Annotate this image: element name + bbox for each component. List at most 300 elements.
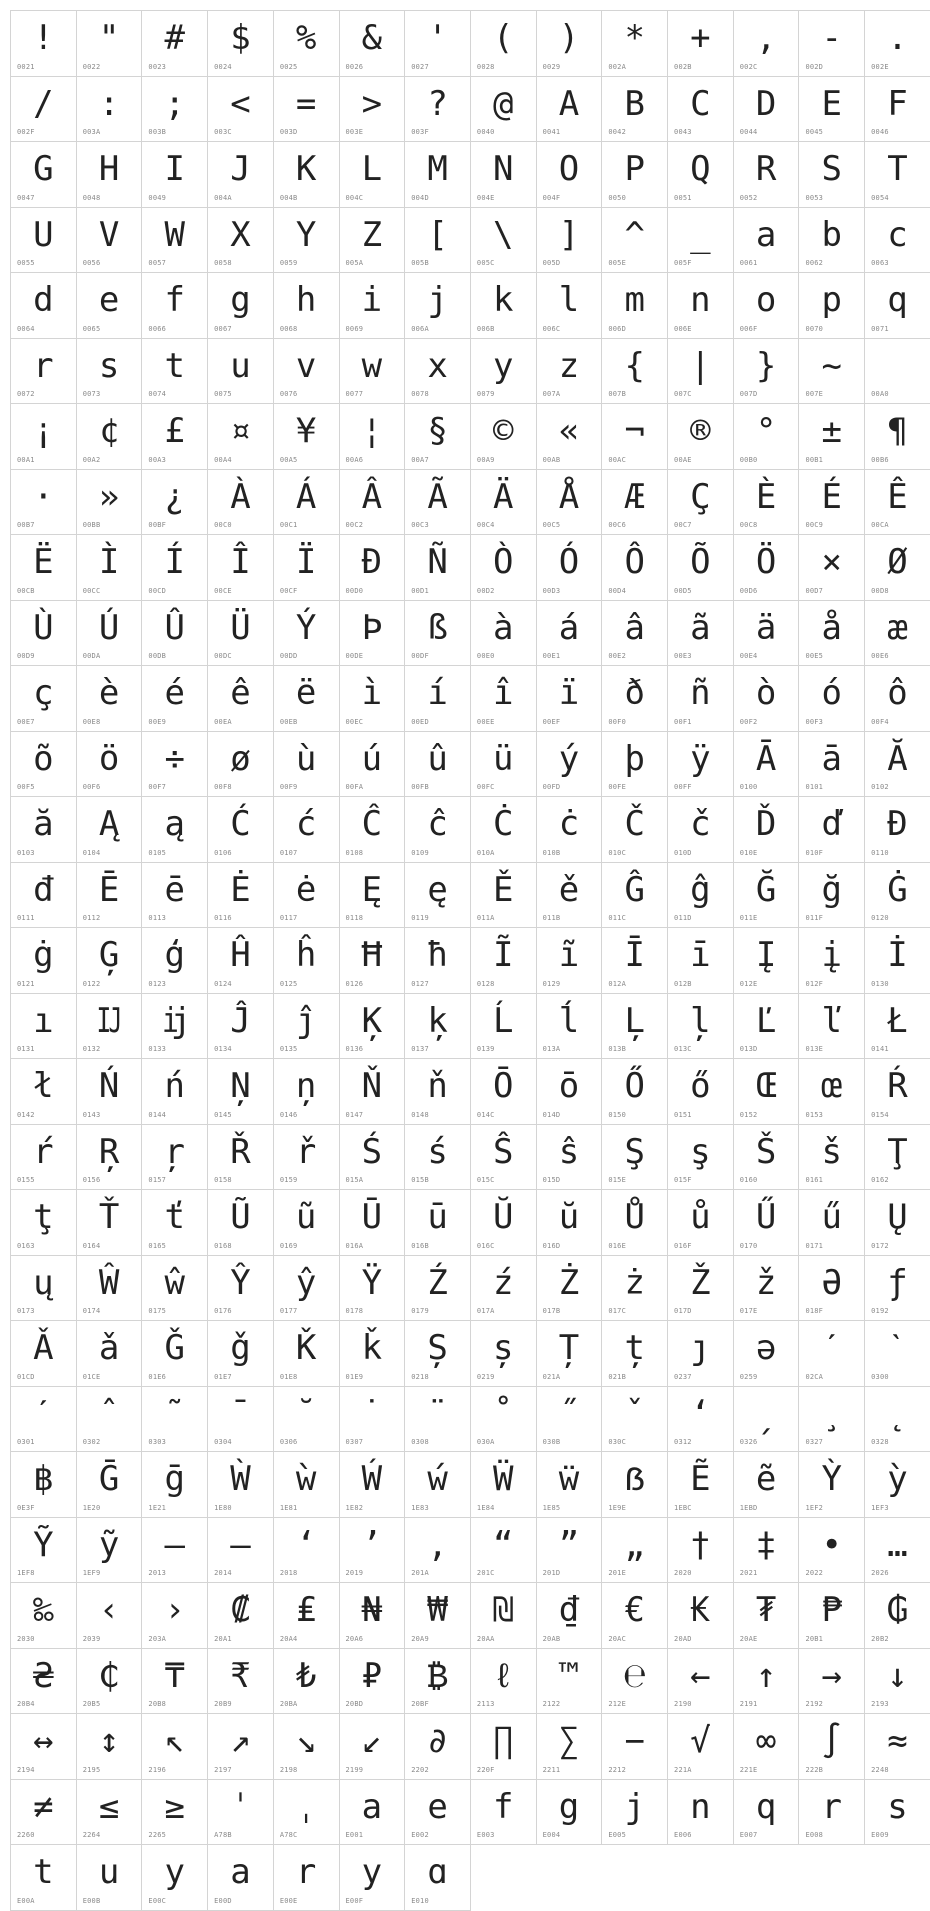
glyph-codepoint: 015A bbox=[345, 1176, 364, 1184]
glyph-cell bbox=[865, 994, 930, 1060]
glyph-char: È bbox=[755, 476, 777, 517]
glyph-char: z bbox=[558, 345, 580, 386]
glyph-char: & bbox=[361, 18, 383, 58]
glyph-codepoint: 2248 bbox=[871, 1765, 889, 1774]
glyph-codepoint: E00F bbox=[345, 1896, 364, 1905]
glyph-codepoint: 0103 bbox=[17, 848, 35, 857]
glyph-cell bbox=[537, 732, 603, 798]
glyph-codepoint: 20A6 bbox=[345, 1634, 364, 1643]
glyph-cell bbox=[734, 928, 800, 994]
glyph-char: ŗ bbox=[164, 1131, 185, 1172]
glyph-codepoint: 00F0 bbox=[608, 717, 626, 726]
glyph-cell bbox=[602, 1583, 668, 1649]
glyph-codepoint: 003E bbox=[345, 128, 364, 136]
glyph-cell bbox=[208, 1649, 274, 1715]
glyph-cell bbox=[405, 1780, 471, 1846]
glyph-char: ˊ bbox=[821, 1328, 842, 1368]
glyph-codepoint: 00E1 bbox=[542, 652, 561, 660]
glyph-codepoint: 01E7 bbox=[214, 1372, 232, 1381]
glyph-cell bbox=[11, 994, 77, 1060]
glyph-codepoint: 0052 bbox=[739, 193, 758, 202]
glyph-cell bbox=[208, 1518, 274, 1584]
glyph-codepoint: E008 bbox=[805, 1831, 824, 1839]
glyph-char: g bbox=[230, 280, 251, 320]
glyph-codepoint: 1E85 bbox=[542, 1503, 561, 1512]
glyph-codepoint: 00B1 bbox=[805, 455, 824, 464]
glyph-cell bbox=[471, 1125, 537, 1191]
glyph-cell bbox=[734, 273, 800, 339]
glyph-codepoint: 1EBD bbox=[739, 1503, 758, 1512]
glyph-cell bbox=[340, 797, 406, 863]
glyph-codepoint: 0151 bbox=[674, 1110, 692, 1119]
glyph-codepoint: 00FB bbox=[411, 783, 429, 791]
glyph-codepoint: 20A1 bbox=[214, 1634, 232, 1643]
glyph-codepoint: 004F bbox=[542, 193, 561, 202]
glyph-cell bbox=[799, 994, 865, 1060]
glyph-codepoint: 20B5 bbox=[82, 1700, 101, 1708]
glyph-char: M bbox=[427, 149, 448, 189]
glyph-char: Á bbox=[295, 476, 317, 517]
glyph-codepoint: 0142 bbox=[17, 1110, 35, 1119]
glyph-cell bbox=[11, 1125, 77, 1191]
glyph-cell bbox=[77, 1190, 143, 1256]
glyph-cell bbox=[340, 1452, 406, 1518]
glyph-cell bbox=[734, 994, 800, 1060]
glyph-codepoint: 20BF bbox=[411, 1700, 429, 1708]
glyph-cell bbox=[537, 1125, 603, 1191]
glyph-codepoint: 20AE bbox=[739, 1634, 758, 1643]
glyph-cell bbox=[799, 666, 865, 732]
glyph-char: Ț bbox=[558, 1328, 580, 1368]
glyph-codepoint: 0055 bbox=[17, 259, 35, 267]
glyph-cell bbox=[668, 928, 734, 994]
glyph-codepoint: 012A bbox=[608, 979, 626, 988]
glyph-char: ± bbox=[821, 411, 843, 451]
glyph-char: ? bbox=[427, 83, 448, 124]
glyph-char: Ř bbox=[230, 1131, 251, 1172]
glyph-codepoint: 005A bbox=[345, 259, 364, 267]
glyph-codepoint: 0162 bbox=[871, 1176, 889, 1184]
glyph-codepoint: 1EF2 bbox=[805, 1503, 824, 1512]
glyph-cell bbox=[142, 863, 208, 929]
glyph-char: : bbox=[98, 83, 120, 124]
glyph-char: ĵ bbox=[295, 1000, 317, 1041]
glyph-cell bbox=[208, 666, 274, 732]
glyph-cell bbox=[77, 273, 143, 339]
glyph-codepoint: 20B4 bbox=[17, 1700, 35, 1708]
glyph-char: Ĝ bbox=[624, 869, 645, 910]
glyph-codepoint: 0113 bbox=[148, 914, 167, 922]
glyph-cell bbox=[602, 1714, 668, 1780]
glyph-codepoint: 00E3 bbox=[674, 652, 692, 660]
glyph-cell bbox=[865, 797, 930, 863]
glyph-codepoint: 002E bbox=[871, 62, 889, 71]
glyph-codepoint: 015C bbox=[476, 1176, 495, 1184]
glyph-codepoint: 0046 bbox=[871, 128, 889, 136]
glyph-char: Ù bbox=[33, 607, 54, 648]
glyph-codepoint: A78B bbox=[214, 1831, 232, 1839]
glyph-codepoint: 00FD bbox=[542, 783, 561, 791]
glyph-char: Ë bbox=[33, 542, 54, 582]
glyph-char: Ħ bbox=[361, 935, 383, 975]
glyph-codepoint: 00F9 bbox=[279, 783, 298, 791]
glyph-char: “ bbox=[493, 1524, 514, 1565]
glyph-cell bbox=[537, 1518, 603, 1584]
glyph-codepoint: 00A4 bbox=[214, 455, 232, 464]
glyph-codepoint: 1EF3 bbox=[871, 1503, 889, 1512]
glyph-codepoint: 002C bbox=[739, 62, 758, 71]
glyph-codepoint: 0160 bbox=[739, 1176, 758, 1184]
glyph-char: ś bbox=[427, 1131, 448, 1172]
glyph-cell bbox=[208, 732, 274, 798]
glyph-char: Î bbox=[230, 542, 251, 582]
glyph-char: ₽ bbox=[361, 1655, 383, 1696]
glyph-char: b bbox=[821, 214, 843, 255]
glyph-cell bbox=[602, 1780, 668, 1846]
glyph-codepoint: 016B bbox=[411, 1241, 429, 1250]
glyph-codepoint: 1E21 bbox=[148, 1503, 167, 1512]
glyph-char: * bbox=[624, 18, 645, 58]
glyph-char: ] bbox=[558, 214, 580, 255]
glyph-codepoint: 1EBC bbox=[674, 1503, 692, 1512]
glyph-codepoint: 00C7 bbox=[674, 521, 692, 529]
glyph-char: ű bbox=[821, 1197, 843, 1237]
glyph-cell bbox=[668, 666, 734, 732]
glyph-char: e bbox=[98, 280, 120, 320]
glyph-codepoint: 1E80 bbox=[214, 1503, 232, 1512]
glyph-char: ʻ bbox=[690, 1393, 711, 1434]
glyph-codepoint: E006 bbox=[674, 1831, 692, 1839]
glyph-codepoint: 00F5 bbox=[17, 783, 35, 791]
glyph-codepoint: 00A3 bbox=[148, 455, 167, 464]
glyph-cell bbox=[340, 404, 406, 470]
glyph-char: s bbox=[887, 1786, 908, 1827]
glyph-codepoint: 003F bbox=[411, 128, 429, 136]
glyph-codepoint: 01CD bbox=[17, 1372, 35, 1381]
glyph-codepoint: 0161 bbox=[805, 1176, 824, 1184]
glyph-cell bbox=[274, 666, 340, 732]
glyph-codepoint: 0056 bbox=[82, 259, 101, 267]
glyph-cell bbox=[537, 208, 603, 274]
glyph-char: ç bbox=[33, 673, 54, 713]
glyph-codepoint: 0326 bbox=[739, 1438, 758, 1446]
glyph-codepoint: 002F bbox=[17, 128, 35, 136]
glyph-char: ‰ bbox=[33, 1590, 54, 1630]
glyph-codepoint: 00C0 bbox=[214, 521, 232, 529]
glyph-cell bbox=[668, 142, 734, 208]
glyph-char: • bbox=[821, 1524, 843, 1565]
glyph-codepoint: 010A bbox=[476, 848, 495, 857]
glyph-cell bbox=[11, 535, 77, 601]
glyph-codepoint: 01E9 bbox=[345, 1372, 364, 1381]
glyph-char: Ö bbox=[755, 542, 777, 582]
glyph-char: … bbox=[887, 1524, 908, 1565]
glyph-char: ˘ bbox=[295, 1393, 317, 1434]
glyph-char: ĝ bbox=[690, 869, 711, 910]
glyph-cell bbox=[668, 601, 734, 667]
glyph-char: ð bbox=[624, 673, 645, 713]
glyph-cell bbox=[340, 142, 406, 208]
glyph-char: Ē bbox=[98, 869, 120, 910]
glyph-char: l bbox=[558, 280, 580, 320]
glyph-char: Ǩ bbox=[295, 1328, 317, 1368]
glyph-cell bbox=[77, 535, 143, 601]
glyph-char: j bbox=[624, 1786, 645, 1827]
glyph-char: ū bbox=[427, 1197, 448, 1237]
glyph-cell bbox=[865, 1059, 930, 1125]
glyph-char: Ẃ bbox=[361, 1459, 383, 1499]
glyph-cell bbox=[77, 1518, 143, 1584]
glyph-cell bbox=[602, 1649, 668, 1715]
glyph-cell bbox=[799, 339, 865, 405]
glyph-char: Ç bbox=[690, 476, 711, 517]
glyph-codepoint: 00D2 bbox=[476, 586, 495, 595]
glyph-cell bbox=[340, 1714, 406, 1780]
glyph-char: Ï bbox=[295, 542, 317, 582]
glyph-char: Ų bbox=[887, 1197, 908, 1237]
glyph-codepoint: E010 bbox=[411, 1896, 429, 1905]
glyph-char: Ỳ bbox=[821, 1459, 843, 1499]
glyph-cell bbox=[11, 863, 77, 929]
glyph-cell bbox=[142, 1649, 208, 1715]
glyph-char: ǎ bbox=[98, 1328, 120, 1368]
glyph-char: ↘ bbox=[295, 1721, 317, 1761]
glyph-codepoint: 0066 bbox=[148, 324, 167, 333]
glyph-cell bbox=[734, 1190, 800, 1256]
glyph-char: o bbox=[755, 280, 777, 320]
glyph-cell bbox=[77, 404, 143, 470]
glyph-char: Ĺ bbox=[493, 1000, 514, 1041]
glyph-cell bbox=[340, 273, 406, 339]
glyph-cell bbox=[471, 1321, 537, 1387]
glyph-cell bbox=[405, 1321, 471, 1387]
glyph-codepoint: 0163 bbox=[17, 1241, 35, 1250]
glyph-codepoint: 0144 bbox=[148, 1110, 167, 1119]
glyph-codepoint: 00FF bbox=[674, 783, 692, 791]
glyph-codepoint: 0070 bbox=[805, 324, 824, 333]
glyph-char: ¨ bbox=[427, 1393, 448, 1434]
glyph-char: ā bbox=[821, 738, 843, 779]
glyph-cell bbox=[405, 1059, 471, 1125]
glyph-cell bbox=[208, 11, 274, 77]
glyph-char: Ḡ bbox=[98, 1459, 120, 1499]
glyph-char: ẁ bbox=[295, 1459, 317, 1499]
glyph-codepoint: E002 bbox=[411, 1831, 429, 1839]
glyph-cell bbox=[77, 797, 143, 863]
glyph-codepoint: 004C bbox=[345, 193, 364, 202]
glyph-cell bbox=[471, 208, 537, 274]
glyph-cell bbox=[668, 1125, 734, 1191]
glyph-char: ≥ bbox=[164, 1786, 185, 1827]
glyph-cell bbox=[865, 339, 930, 405]
glyph-cell bbox=[668, 339, 734, 405]
glyph-char: ų bbox=[33, 1262, 54, 1303]
glyph-cell bbox=[142, 928, 208, 994]
glyph-cell bbox=[405, 732, 471, 798]
glyph-char: — bbox=[230, 1524, 251, 1565]
glyph-char: ← bbox=[690, 1655, 711, 1696]
glyph-codepoint: 0074 bbox=[148, 390, 167, 398]
glyph-cell bbox=[602, 142, 668, 208]
glyph-codepoint: 0109 bbox=[411, 848, 429, 857]
glyph-char: Ỹ bbox=[33, 1524, 54, 1565]
glyph-codepoint: 016E bbox=[608, 1241, 626, 1250]
glyph-char: Z bbox=[361, 214, 383, 255]
glyph-cell bbox=[799, 77, 865, 143]
glyph-cell bbox=[274, 863, 340, 929]
glyph-cell bbox=[405, 1125, 471, 1191]
glyph-char: ź bbox=[493, 1262, 514, 1303]
glyph-char: ˉ bbox=[230, 1393, 251, 1434]
glyph-codepoint: 010D bbox=[674, 848, 692, 857]
glyph-cell bbox=[340, 1059, 406, 1125]
glyph-char: ŕ bbox=[33, 1131, 54, 1172]
glyph-char: « bbox=[558, 411, 580, 451]
glyph-char: s bbox=[98, 345, 120, 386]
glyph-char: √ bbox=[690, 1721, 711, 1761]
glyph-char: $ bbox=[230, 18, 251, 58]
glyph-char: Ć bbox=[230, 804, 251, 844]
glyph-cell bbox=[799, 142, 865, 208]
glyph-cell bbox=[537, 404, 603, 470]
glyph-codepoint: 00EE bbox=[476, 717, 495, 726]
glyph-char: æ bbox=[887, 607, 908, 648]
glyph-char: ¬ bbox=[624, 411, 645, 451]
glyph-cell bbox=[602, 1059, 668, 1125]
glyph-cell bbox=[77, 1649, 143, 1715]
glyph-cell bbox=[799, 1059, 865, 1125]
glyph-codepoint: 0304 bbox=[214, 1438, 232, 1446]
glyph-char: đ bbox=[33, 869, 54, 910]
glyph-cell bbox=[208, 142, 274, 208]
glyph-char: ż bbox=[624, 1262, 645, 1303]
glyph-char: Į bbox=[755, 935, 777, 975]
glyph-cell bbox=[11, 470, 77, 536]
glyph-cell bbox=[537, 1714, 603, 1780]
glyph-codepoint: 014C bbox=[476, 1110, 495, 1119]
glyph-codepoint: 0044 bbox=[739, 128, 758, 136]
glyph-codepoint: 00DE bbox=[345, 652, 364, 660]
glyph-cell bbox=[602, 404, 668, 470]
glyph-codepoint: 00A7 bbox=[411, 455, 429, 464]
glyph-codepoint: 0118 bbox=[345, 914, 364, 922]
glyph-cell bbox=[208, 535, 274, 601]
glyph-cell bbox=[274, 797, 340, 863]
glyph-cell bbox=[734, 11, 800, 77]
glyph-char: g bbox=[558, 1786, 580, 1827]
glyph-codepoint: 015F bbox=[674, 1176, 692, 1184]
glyph-char: U bbox=[33, 214, 54, 255]
glyph-char: š bbox=[821, 1131, 843, 1172]
glyph-codepoint: 00C3 bbox=[411, 521, 429, 529]
glyph-codepoint: 013D bbox=[739, 1045, 758, 1053]
glyph-cell bbox=[799, 863, 865, 929]
glyph-char: ă bbox=[33, 804, 54, 844]
glyph-char: ü bbox=[493, 738, 514, 779]
glyph-cell bbox=[668, 1321, 734, 1387]
glyph-codepoint: 20AA bbox=[476, 1634, 495, 1643]
glyph-cell bbox=[142, 142, 208, 208]
glyph-char: ¤ bbox=[230, 411, 251, 451]
glyph-char: ņ bbox=[295, 1066, 317, 1106]
glyph-char: Ñ bbox=[427, 542, 448, 582]
glyph-cell bbox=[405, 666, 471, 732]
glyph-char: ¿ bbox=[164, 476, 185, 517]
glyph-cell bbox=[602, 1190, 668, 1256]
glyph-codepoint: 00D0 bbox=[345, 586, 364, 595]
glyph-codepoint: 006B bbox=[476, 324, 495, 333]
glyph-codepoint: 0178 bbox=[345, 1307, 364, 1315]
glyph-codepoint: 00B0 bbox=[739, 455, 758, 464]
glyph-codepoint: 2195 bbox=[82, 1765, 101, 1774]
glyph-char: § bbox=[427, 411, 448, 451]
glyph-cell bbox=[602, 1452, 668, 1518]
glyph-codepoint: 0112 bbox=[82, 914, 101, 922]
glyph-cell bbox=[865, 404, 930, 470]
glyph-cell bbox=[537, 77, 603, 143]
glyph-cell bbox=[208, 1780, 274, 1846]
glyph-char: × bbox=[821, 542, 843, 582]
glyph-codepoint: 00C6 bbox=[608, 521, 626, 529]
glyph-codepoint: 0143 bbox=[82, 1110, 101, 1119]
glyph-cell bbox=[142, 1190, 208, 1256]
glyph-codepoint: A78C bbox=[279, 1831, 298, 1839]
glyph-char: ˚ bbox=[493, 1393, 514, 1434]
glyph-codepoint: 2196 bbox=[148, 1765, 167, 1774]
glyph-cell bbox=[340, 1518, 406, 1584]
glyph-codepoint: 20A9 bbox=[411, 1634, 429, 1643]
glyph-char: ₭ bbox=[690, 1590, 711, 1630]
glyph-char: ¦ bbox=[361, 411, 383, 451]
glyph-cell bbox=[405, 142, 471, 208]
glyph-cell bbox=[208, 928, 274, 994]
glyph-codepoint: 010E bbox=[739, 848, 758, 857]
glyph-codepoint: 0041 bbox=[542, 128, 561, 136]
glyph-cell bbox=[602, 535, 668, 601]
glyph-cell bbox=[142, 1845, 208, 1911]
glyph-char: Ý bbox=[295, 607, 317, 648]
glyph-codepoint: 0136 bbox=[345, 1045, 364, 1053]
glyph-codepoint: 00DD bbox=[279, 652, 298, 660]
glyph-cell bbox=[865, 666, 930, 732]
glyph-codepoint: 0168 bbox=[214, 1241, 232, 1250]
glyph-char: ẅ bbox=[558, 1459, 580, 1499]
glyph-codepoint: 005D bbox=[542, 259, 561, 267]
glyph-char: ž bbox=[755, 1262, 777, 1303]
glyph-codepoint: 0043 bbox=[674, 128, 692, 136]
glyph-codepoint: 221A bbox=[674, 1765, 692, 1774]
glyph-cell bbox=[11, 1387, 77, 1453]
glyph-cell bbox=[537, 11, 603, 77]
glyph-char: å bbox=[821, 607, 843, 648]
glyph-codepoint: 00E9 bbox=[148, 717, 167, 726]
glyph-codepoint: 2022 bbox=[805, 1569, 824, 1577]
glyph-char: ₺ bbox=[295, 1655, 317, 1696]
glyph-cell bbox=[602, 339, 668, 405]
glyph-codepoint: 00CB bbox=[17, 586, 35, 595]
glyph-char: ß bbox=[427, 607, 448, 648]
glyph-char: ÷ bbox=[164, 738, 185, 779]
glyph-codepoint: E00A bbox=[17, 1896, 35, 1905]
glyph-cell bbox=[11, 11, 77, 77]
glyph-char: Ŷ bbox=[230, 1262, 251, 1303]
glyph-codepoint: 0155 bbox=[17, 1176, 35, 1184]
glyph-cell bbox=[668, 1518, 734, 1584]
glyph-char: ţ bbox=[33, 1197, 54, 1237]
glyph-codepoint: 00E8 bbox=[82, 717, 101, 726]
glyph-codepoint: 00E6 bbox=[871, 652, 889, 660]
glyph-cell bbox=[77, 601, 143, 667]
